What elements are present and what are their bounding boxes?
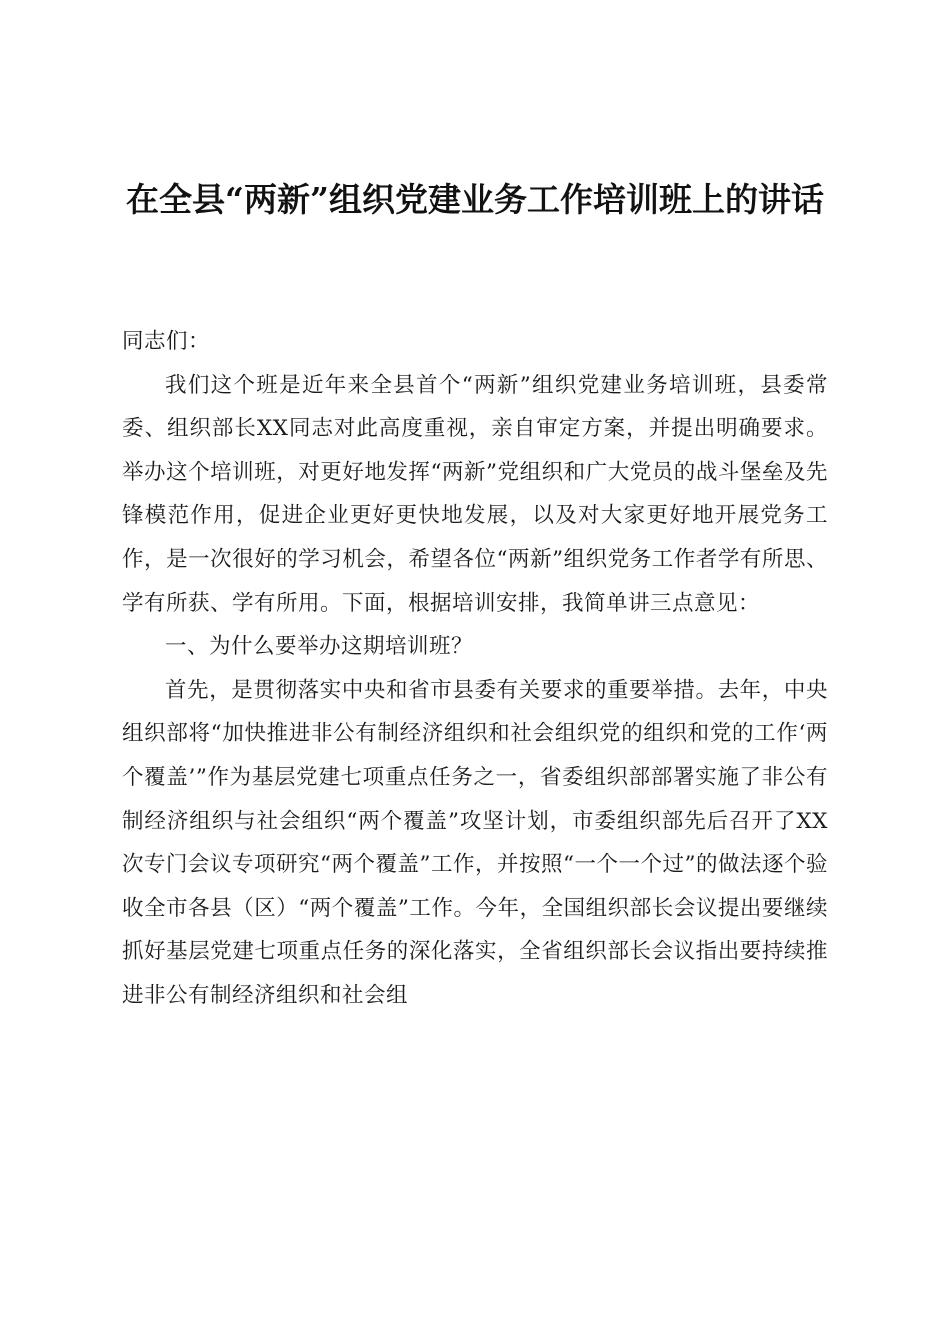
section-heading: 一、为什么要举办这期培训班？ (165, 634, 474, 660)
document-body (122, 320, 828, 1018)
salutation: 同志们： (122, 329, 211, 354)
document-title: 在全县“两新”组织党建业务工作培训班上的讲话 (126, 180, 824, 219)
intro-paragraph: 我们这个班是近年来全县首个“两新”组织党建业务培训班，县委常委、组织部长XX同志对此高度重视，亲自审定方案，并提出明确要求。举办这个培训班，对更好地发挥“两新”党组织和广大党员的战斗堡垒及先锋模范作用，促进企业更好更快地发展，以及对大家更好地开展党务工作，是一次很好的学习机会，希望各位“两新”组织党务工作者学有所思、学有所获、学有所用。下面，根据培训安排，我简单讲三点意见： (122, 372, 828, 616)
section-paragraph: 首先，是贯彻落实中央和省市县委有关要求的重要举措。去年，中央组织部将“加快推进非公有制经济组织和社会组织党的组织和党的工作‘两个覆盖’”作为基层党建七项重点任务之一，省委组织部部署实施了非公有制经济组织与社会组织“两个覆盖”攻坚计划，市委组织部先后召开了XX次专门会议专项研究“两个覆盖”工作，并按照“一个一个过”的做法逐个验收全市各县（区）“两个覆盖”工作。今年，全国组织部长会议提出要继续抓好基层党建七项重点任务的深化落实，全省组织部长会议指出要持续推进非公有制经济组织和社会组 (122, 677, 828, 1008)
